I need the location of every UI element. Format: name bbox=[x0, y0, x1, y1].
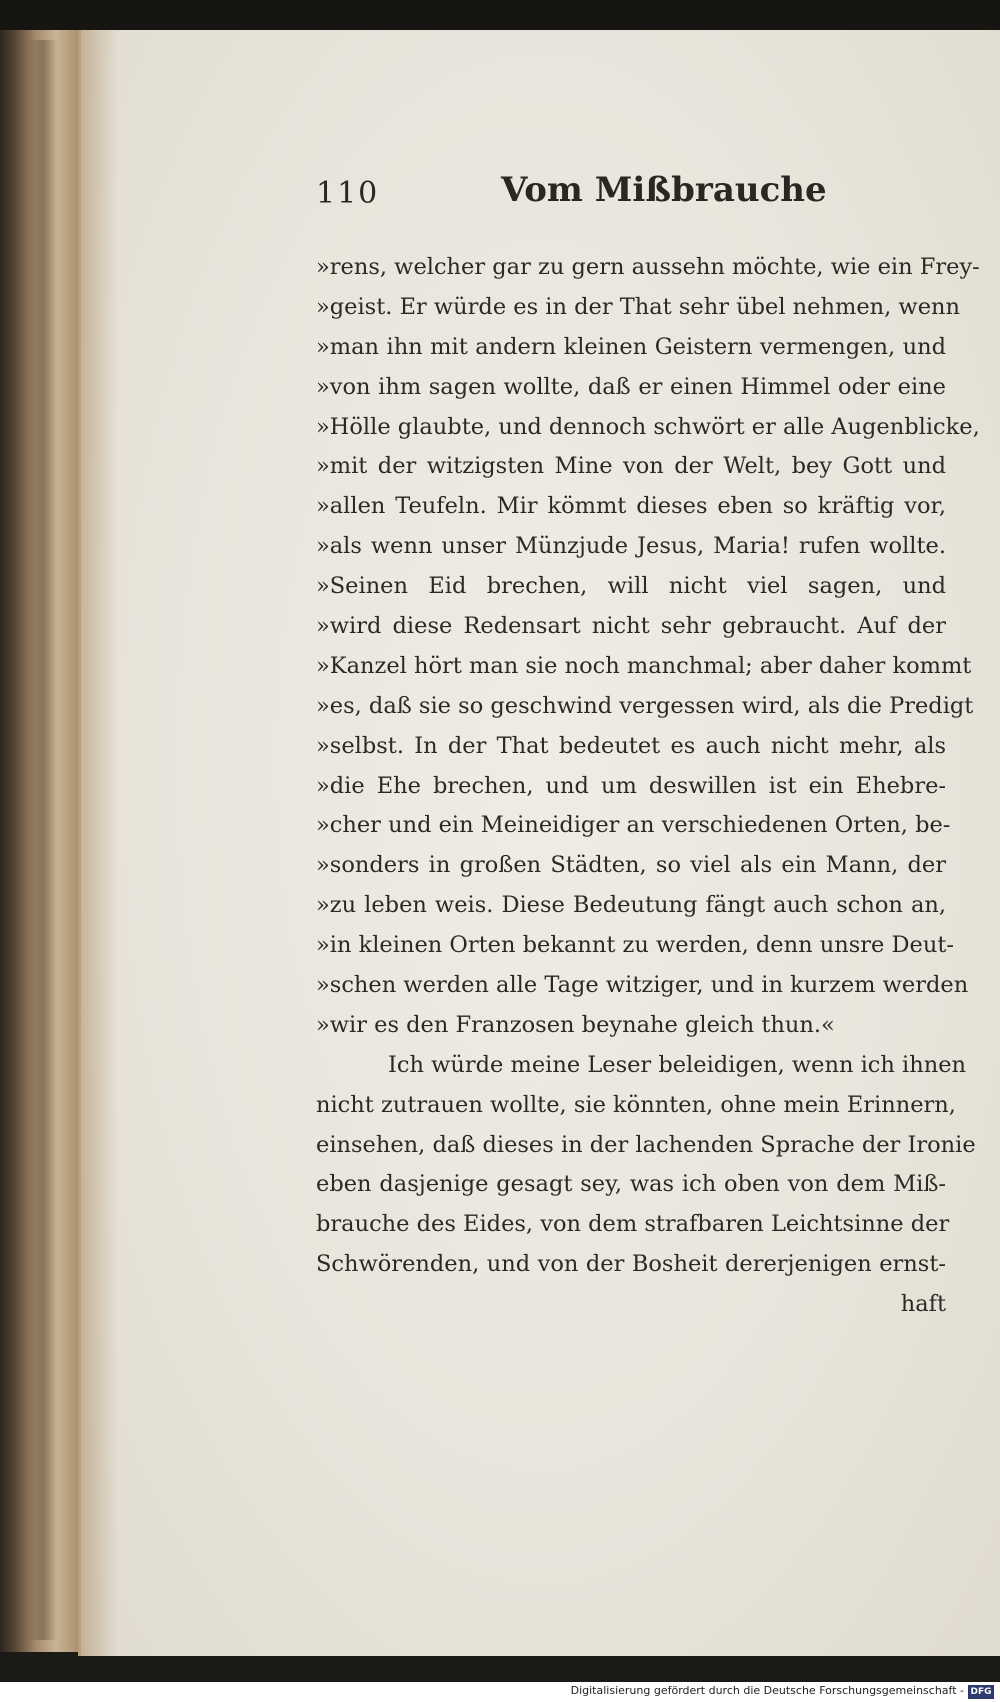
text-line: »geist. Er würde es in der That sehr übel nehmen, wenn bbox=[316, 293, 960, 320]
dfg-logo: DFG bbox=[968, 1685, 994, 1699]
text-line: »schen werden alle Tage witziger, und in kurzem werden bbox=[316, 972, 969, 999]
text-line: »allen Teufeln. Mir kömmt dieses eben so kräftig vor, bbox=[316, 493, 946, 520]
text-line: »mit der witzigsten Mine von der Welt, bey Gott und bbox=[316, 453, 946, 480]
text-line: »Kanzel hört man sie noch manchmal; aber daher kommt bbox=[316, 652, 972, 679]
text-line: »zu leben weis. Diese Bedeutung fängt auch schon an, bbox=[316, 892, 946, 919]
text-line: nicht zutrauen wollte, sie könnten, ohne mein Erinnern, bbox=[316, 1091, 956, 1118]
page-stain bbox=[78, 30, 118, 1656]
catchword: haft bbox=[900, 1291, 946, 1318]
text-line: »es, daß sie so geschwind vergessen wird, als die Predigt bbox=[316, 692, 974, 719]
text-line: »in kleinen Orten bekannt zu werden, denn unsre Deut- bbox=[316, 932, 954, 959]
text-line: Schwörenden, und von der Bosheit dererjenigen ernst- bbox=[316, 1251, 946, 1278]
page-header bbox=[316, 170, 956, 220]
text-line: »sonders in großen Städten, so viel als ein Mann, der bbox=[316, 852, 946, 879]
digitization-credit: Digitalisierung gefördert durch die Deutsche Forschungsgemeinschaft - bbox=[570, 1684, 964, 1697]
text-line: »die Ehe brechen, und um deswillen ist ein Ehebre- bbox=[316, 772, 946, 799]
book-edge-shadow bbox=[28, 40, 58, 1640]
body-text bbox=[316, 248, 980, 1325]
text-line: »wir es den Franzosen beynahe gleich thun.« bbox=[316, 1011, 835, 1038]
text-line: »rens, welcher gar zu gern aussehn möchte, wie ein Frey- bbox=[316, 254, 980, 280]
text-line: Ich würde meine Leser beleidigen, wenn ich ihnen bbox=[388, 1051, 967, 1078]
text-line: einsehen, daß dieses in der lachenden Sprache der Ironie bbox=[316, 1131, 976, 1158]
text-line: brauche des Eides, von dem strafbaren Leichtsinne der bbox=[316, 1211, 950, 1238]
text-line: »cher und ein Meineidiger an verschiedenen Orten, be- bbox=[316, 812, 951, 839]
text-line: »von ihm sagen wollte, daß er einen Himmel oder eine bbox=[316, 373, 946, 400]
text-line: »als wenn unser Münzjude Jesus, Maria! rufen wollte. bbox=[316, 533, 946, 560]
text-line: eben dasjenige gesagt sey, was ich oben von dem Miß- bbox=[316, 1171, 946, 1198]
page-number: 110 bbox=[316, 176, 380, 211]
text-line: »man ihn mit andern kleinen Geistern vermengen, und bbox=[316, 333, 946, 360]
text-line: »Hölle glaubte, und dennoch schwört er alle Augenblicke, bbox=[316, 413, 980, 440]
running-title: Vom Mißbrauche bbox=[501, 170, 827, 210]
text-line: »selbst. In der That bedeutet es auch nicht mehr, als bbox=[316, 732, 946, 759]
text-line: »wird diese Redensart nicht sehr gebraucht. Auf der bbox=[316, 613, 946, 640]
text-line: »Seinen Eid brechen, will nicht viel sagen, und bbox=[316, 573, 946, 600]
scan-top-edge bbox=[0, 0, 1000, 30]
